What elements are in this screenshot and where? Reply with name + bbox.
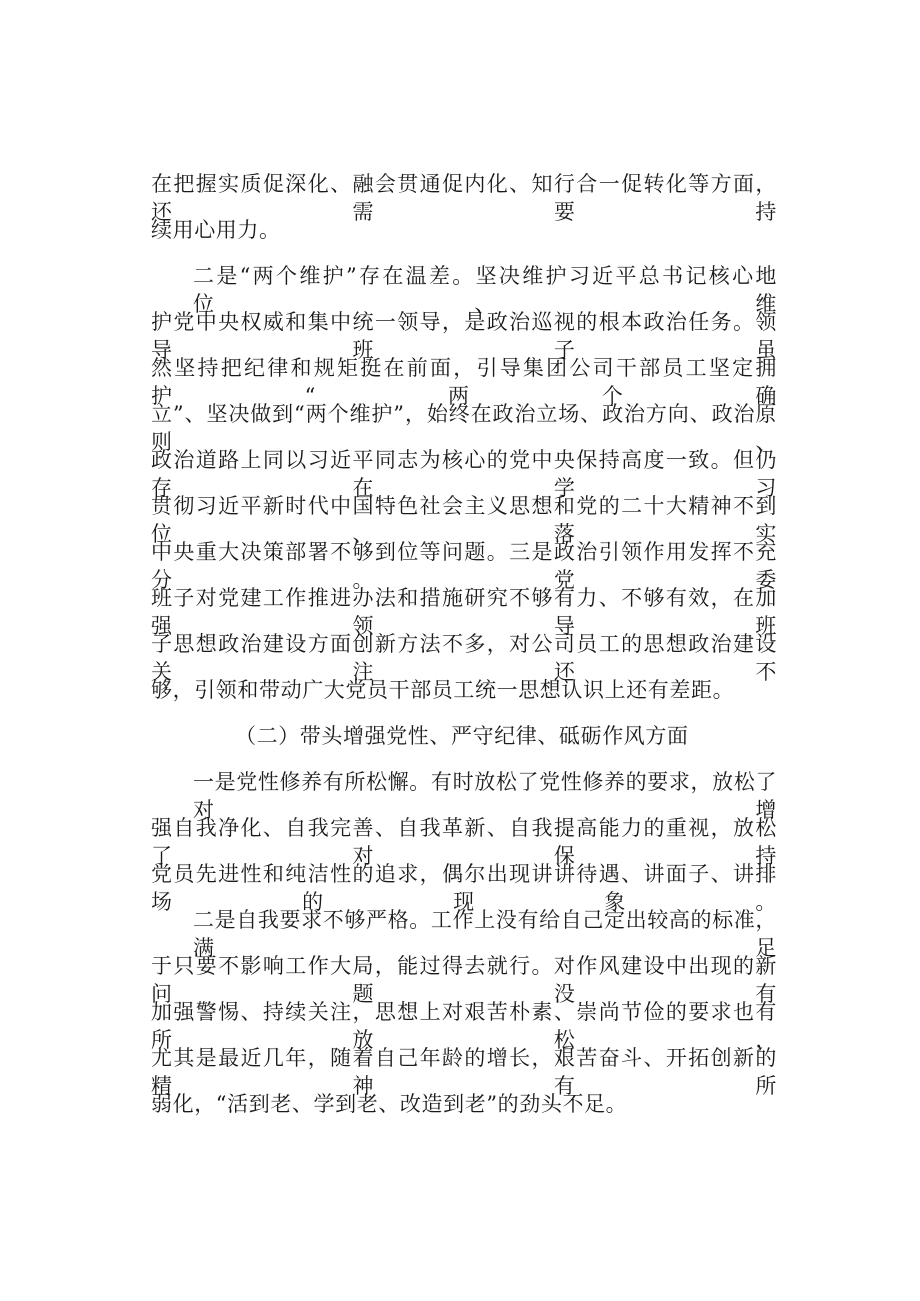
text-line: 够，引领和带动广大党员干部员工统一思想认识上还有差距。 xyxy=(151,678,735,702)
text-line: 班子对党建工作推进办法和措施研究不够有力、不够有效，在加强领导班 xyxy=(151,586,777,638)
paragraph-first-line: 二是“两个维护”存在温差。坚决维护习近平总书记核心地位、维 xyxy=(193,264,777,316)
text-line: 然坚持把纪律和规矩挺在前面，引导集团公司干部员工坚定拥护“两个确 xyxy=(151,356,777,408)
paragraph-first-line: 一是党性修养有所松懈。有时放松了党性修养的要求，放松了对增 xyxy=(193,770,777,822)
text-line: 于只要不影响工作大局，能过得去就行。对作风建设中出现的新问题没有 xyxy=(151,954,777,1006)
text-line: 贯彻习近平新时代中国特色社会主义思想和党的二十大精神不到位、落实 xyxy=(151,494,777,546)
text-line: 强自我净化、自我完善、自我革新、自我提高能力的重视，放松了对保持 xyxy=(151,816,777,868)
text-line: 党员先进性和纯洁性的追求，偶尔出现讲讲待遇、讲面子、讲排场的现象。 xyxy=(151,862,777,914)
text-line: 中央重大决策部署不够到位等问题。三是政治引领作用发挥不充分。党委 xyxy=(151,540,777,592)
paragraph-first-line: 二是自我要求不够严格。工作上没有给自己定出较高的标准，满足 xyxy=(193,908,777,960)
text-line: 在把握实质促深化、融会贯通促内化、知行合一促转化等方面，还需要持 xyxy=(151,172,777,224)
text-line: 子思想政治建设方面创新方法不多，对公司员工的思想政治建设关注还不 xyxy=(151,632,777,684)
text-line: 尤其是最近几年，随着自己年龄的增长，艰苦奋斗、开拓创新的精神有所 xyxy=(151,1046,777,1098)
text-line: 立”、坚决做到“两个维护”，始终在政治立场、政治方向、政治原则、 xyxy=(151,402,777,454)
text-line: 护党中央权威和集中统一领导，是政治巡视的根本政治任务。领导班子虽 xyxy=(151,310,777,362)
section-heading: （二）带头增强党性、严守纪律、砥砺作风方面 xyxy=(235,724,689,748)
text-line: 政治道路上同以习近平同志为核心的党中央保持高度一致。但仍存在学习 xyxy=(151,448,777,500)
text-line: 弱化，“活到老、学到老、改造到老”的劲头不足。 xyxy=(151,1092,628,1116)
text-line: 加强警惕、持续关注，思想上对艰苦朴素、崇尚节俭的要求也有所放松， xyxy=(151,1000,777,1052)
text-line: 续用心用力。 xyxy=(151,218,281,242)
